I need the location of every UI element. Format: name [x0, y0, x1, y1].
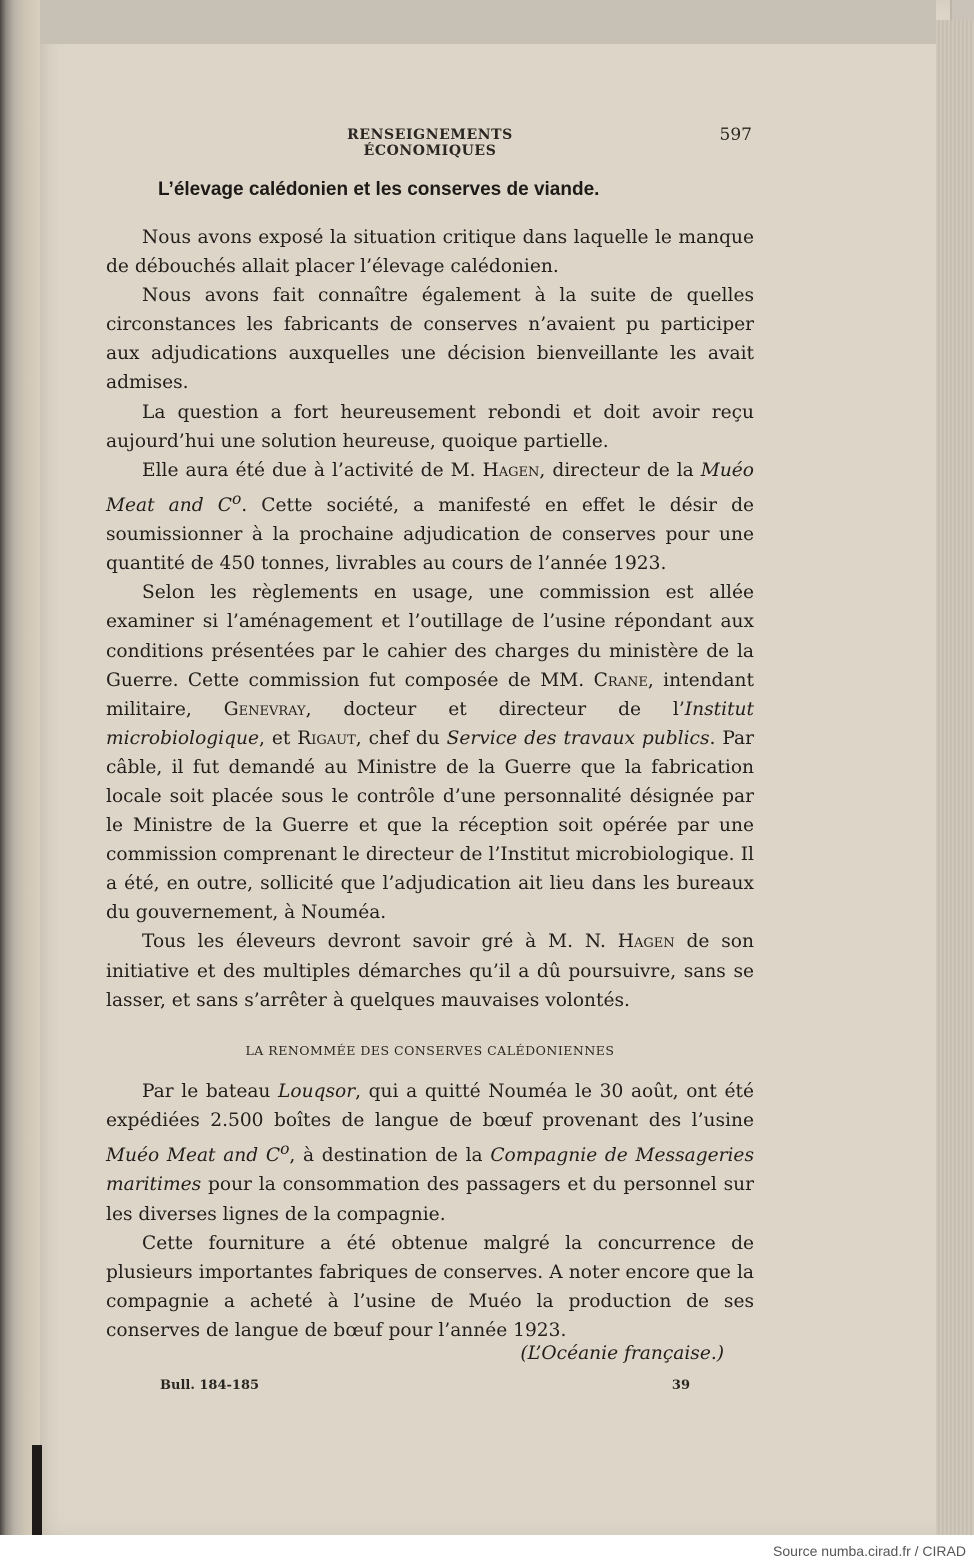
paragraph: Nous avons exposé la situation critique dans laquelle le manque de débouchés allait placer l’élevage calédonien.	[106, 227, 754, 278]
institution-name: Service des travaux publics	[446, 727, 710, 749]
page-top-shadow	[30, 0, 936, 44]
source-citation: (L’Océanie française.)	[520, 1343, 724, 1364]
company-name: Muéo Meat and $C^o$	[106, 1140, 290, 1167]
person-name: Hagen	[482, 459, 540, 481]
paragraph: La question a fort heureusement rebondi et doit avoir reçu aujourd’hui une solution heureuse, quoique partielle.	[106, 401, 754, 452]
article-body	[106, 223, 754, 1015]
signature-number: 39	[671, 1378, 690, 1393]
person-name: Genevray	[223, 698, 306, 720]
bulletin-signature: Bull. 184-185	[160, 1378, 260, 1393]
paragraph: Selon les règlements en usage, une commission est allée examiner si l’aménagement et l’outillage de l’usine répondant aux conditions présentées par le cahier des charges du ministère de la Guerre. Cette commission fut composée de MM. Crane, intendant militaire, Genevray, docteur et directeur de l’Institut microbiologique, et Rigaut, chef du Service des travaux publics. Par câble, il fut demandé au Ministre de la Guerre que la fabrication locale soit placée sous le contrôle d’une personnalité désignée par le Ministre de la Guerre et que la réception soit opérée par une commission comprenant le directeur de l’Institut microbiologique. Il a été, en outre, sollicité que l’adjudication ait lieu dans les bureaux du gouvernement, à Nouméa.	[106, 582, 754, 924]
company-name: Muéo Meat and $C^o$	[106, 459, 754, 517]
page-edges	[936, 20, 974, 1535]
person-name: Rigaut	[297, 727, 356, 749]
paragraph: Par le bateau Louqsor, qui a quitté Nouméa le 30 août, ont été expédiées 2.500 boîtes de langue de bœuf provenant des l’usine Muéo Meat and $C^o$, à destination de la Compagnie de Messageries maritimes pour la consommation des passagers et du personnel sur les diverses lignes de la compagnie.	[106, 1081, 754, 1225]
company-name: Compagnie de Messageries maritimes	[106, 1145, 754, 1196]
paragraph: Tous les éleveurs devront savoir gré à M. N. Hagen de son initiative et des multiples démarches qu’il a dû poursuivre, sans se lasser, et sans s’arrêter à quelques mauvaises volontés.	[106, 931, 754, 1011]
running-head: RENSEIGNEMENTS ÉCONOMIQUES	[347, 127, 513, 159]
paragraph: Nous avons fait connaître également à la suite de quelles circonstances les fabricants de conserves n’avaient pu participer aux adjudications auxquelles une décision bienveillante les avait admises.	[106, 285, 754, 394]
source-credit: Source numba.cirad.fr / CIRAD	[773, 1543, 966, 1559]
institution-name: Institut microbiologique	[106, 698, 754, 749]
section-body	[106, 1077, 754, 1345]
person-name: Crane	[593, 669, 648, 691]
page-number: 597	[719, 125, 752, 145]
article-title: L’élevage calédonien et les conserves de viande.	[158, 179, 600, 200]
section-subtitle: LA RENOMMÉE DES CONSERVES CALÉDONIENNES	[245, 1043, 615, 1058]
ship-name: Louqsor	[278, 1081, 356, 1102]
paragraph: Elle aura été due à l’activité de M. Hagen, directeur de la Muéo Meat and $C^o$. Cette société, a manifesté en effet le désir de soumissionner à la prochaine adjudication de conserves pour une quantité de 450 tonnes, livrables au cours de l’année 1923.	[106, 459, 754, 575]
person-name: Hagen	[617, 931, 675, 953]
bookmark-ribbon	[32, 1445, 42, 1535]
book-spine	[0, 0, 40, 1535]
paragraph: Cette fourniture a été obtenue malgré la concurrence de plusieurs importantes fabriques de conserves. A noter encore que la compagnie a acheté à l’usine de Muéo la production de ses conserves de langue de bœuf pour l’année 1923.	[106, 1232, 754, 1341]
